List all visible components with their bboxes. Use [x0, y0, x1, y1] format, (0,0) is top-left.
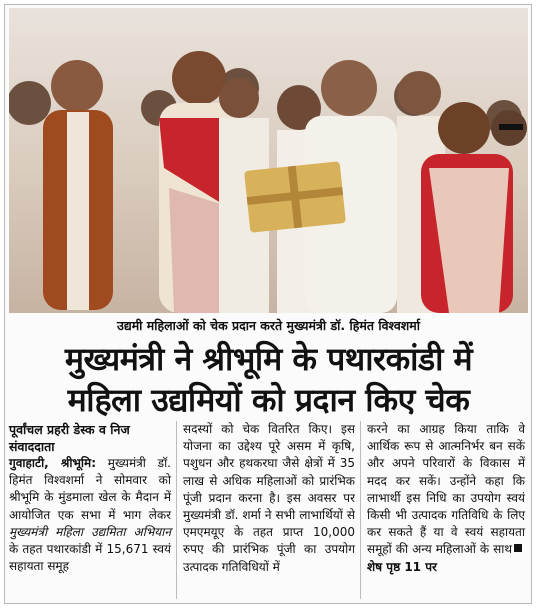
column-1-text: [9, 455, 171, 575]
article-column-1: [9, 421, 171, 575]
gift-box: [244, 161, 346, 233]
column-1-text-b: के तहत पथारकांडी में 15,671 स्वयं सहायता समूह: [9, 542, 171, 574]
column-3-text: करने का आग्रह किया ताकि वे आर्थिक रूप से आत्मनिर्भर बन सकें और अपने परिवारों के विकास में मदद कर सकें। उन्होंने कहा कि लाभार्थी इस निधि का उपयोग स्वयं किसी भी उत्पादक गतिविधि के लिए कर सकते हैं या वे स्वयं सहायता समूहों की अन्य महिलाओं के साथ: [367, 422, 525, 557]
column-divider: [360, 421, 361, 599]
column-2-text: सदस्यों को चेक वितरित किए। इस योजना का उद्देश्य पूरे असम में कृषि, पशुधन और हथकरघा जैसे क्षेत्रों में 35 लाख से अधिक महिलाओं को प्रारंभिक पूंजी प्रदान करना है। इस अवसर पर मुख्यमंत्री डॉ. शर्मा ने सभी लाभार्थियों से एमएमयूए के तहत प्राप्त 10,000 रुपए की प्रारंभिक पूंजी का उपयोग उत्पादक गतिविधियों में: [183, 422, 355, 574]
dateline: गुवाहाटी, श्रीभूमि:: [9, 456, 97, 470]
headline-line-2: महिला उद्यमियों को प्रदान किए चेक: [67, 381, 470, 419]
headline: [8, 339, 529, 421]
news-photo: [9, 8, 528, 313]
scheme-name: मुख्यमंत्री महिला उद्यमिता अभियान: [9, 524, 171, 539]
square-bullet-icon: [514, 544, 522, 552]
column-divider: [176, 421, 177, 599]
column-1-text-a: मुख्यमंत्री डॉ. हिमंत विश्वशर्मा ने सोमवार को श्रीभूमि के मुंडमाला खेल के मैदान में आयोजित एक सभा में भाग लेकर: [9, 456, 171, 522]
article-column-3: [367, 421, 525, 576]
photo-caption: उद्यमी महिलाओं को चेक प्रदान करते मुख्यमंत्री डॉ. हिमंत विश्वशर्मा: [116, 318, 421, 333]
photo-illustration: [9, 8, 528, 313]
byline: पूर्वांचल प्रहरी डेस्क व निज संवाददाता: [9, 422, 130, 454]
headline-line-1: मुख्यमंत्री ने श्रीभूमि के पथारकांडी में: [64, 340, 473, 378]
man-left-figure: [43, 60, 113, 310]
continued-on-page: शेष पृष्ठ 11 पर: [367, 559, 437, 574]
article-column-2: [183, 421, 355, 576]
